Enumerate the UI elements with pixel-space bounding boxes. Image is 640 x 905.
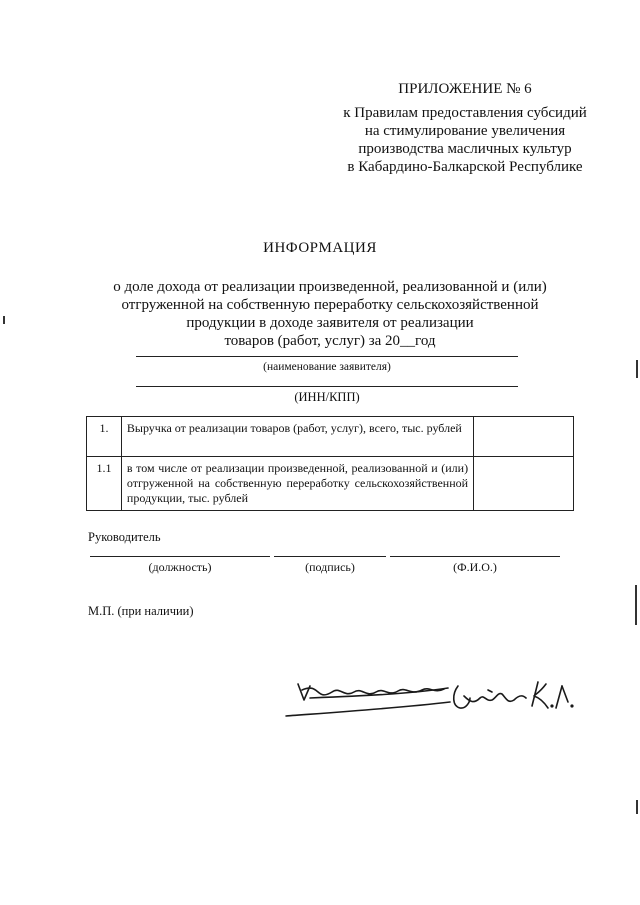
document-subtitle xyxy=(100,278,560,350)
row-number: 1.1 xyxy=(87,457,122,511)
row-value-cell[interactable] xyxy=(474,417,574,457)
inn-kpp-line[interactable] xyxy=(136,386,518,387)
head-label: Руководитель xyxy=(88,530,161,544)
subtitle-line: продукции в доходе заявителя от реализации xyxy=(186,315,474,331)
subtitle-line: о доле дохода от реализации произведенной, реализованной и (или) xyxy=(113,279,547,295)
scan-mark xyxy=(3,316,5,324)
appendix-line: в Кабардино-Балкарской Республике xyxy=(347,159,583,175)
stamp-label: М.П. (при наличии) xyxy=(88,604,194,618)
row-description: в том числе от реализации произведенной, реализованной и (или) отгруженной на собственную переработку сельскохозяйственной продукции, тыс. рублей xyxy=(121,457,473,511)
subtitle-line: отгруженной на собственную переработку сельскохозяйственной xyxy=(121,297,539,313)
appendix-header xyxy=(300,80,630,176)
subtitle-line: товаров (работ, услуг) за 20__год xyxy=(224,333,436,349)
appendix-line: к Правилам предоставления субсидий xyxy=(343,105,587,121)
info-table xyxy=(86,416,574,511)
appendix-title: ПРИЛОЖЕНИЕ № 6 xyxy=(398,81,532,97)
table-row xyxy=(87,417,574,457)
position-caption: (должность) xyxy=(148,560,212,574)
table-row xyxy=(87,457,574,511)
scan-mark xyxy=(635,585,637,625)
scan-mark xyxy=(636,360,638,378)
full-name-caption: (Ф.И.О.) xyxy=(453,560,497,574)
appendix-line: производства масличных культур xyxy=(358,141,572,157)
document-title: ИНФОРМАЦИЯ xyxy=(263,240,377,256)
handwritten-signature xyxy=(280,672,590,732)
scan-mark xyxy=(636,800,638,814)
row-description: Выручка от реализации товаров (работ, услуг), всего, тыс. рублей xyxy=(121,417,473,457)
signature-caption: (подпись) xyxy=(305,560,355,574)
row-value-cell[interactable] xyxy=(474,457,574,511)
applicant-name-line[interactable] xyxy=(136,356,518,357)
applicant-caption: (наименование заявителя) xyxy=(263,361,391,373)
signature-line[interactable] xyxy=(274,556,386,557)
appendix-line: на стимулирование увеличения xyxy=(364,123,566,139)
row-number: 1. xyxy=(87,417,122,457)
inn-kpp-caption: (ИНН/КПП) xyxy=(294,390,360,404)
position-line[interactable] xyxy=(90,556,270,557)
full-name-line[interactable] xyxy=(390,556,560,557)
